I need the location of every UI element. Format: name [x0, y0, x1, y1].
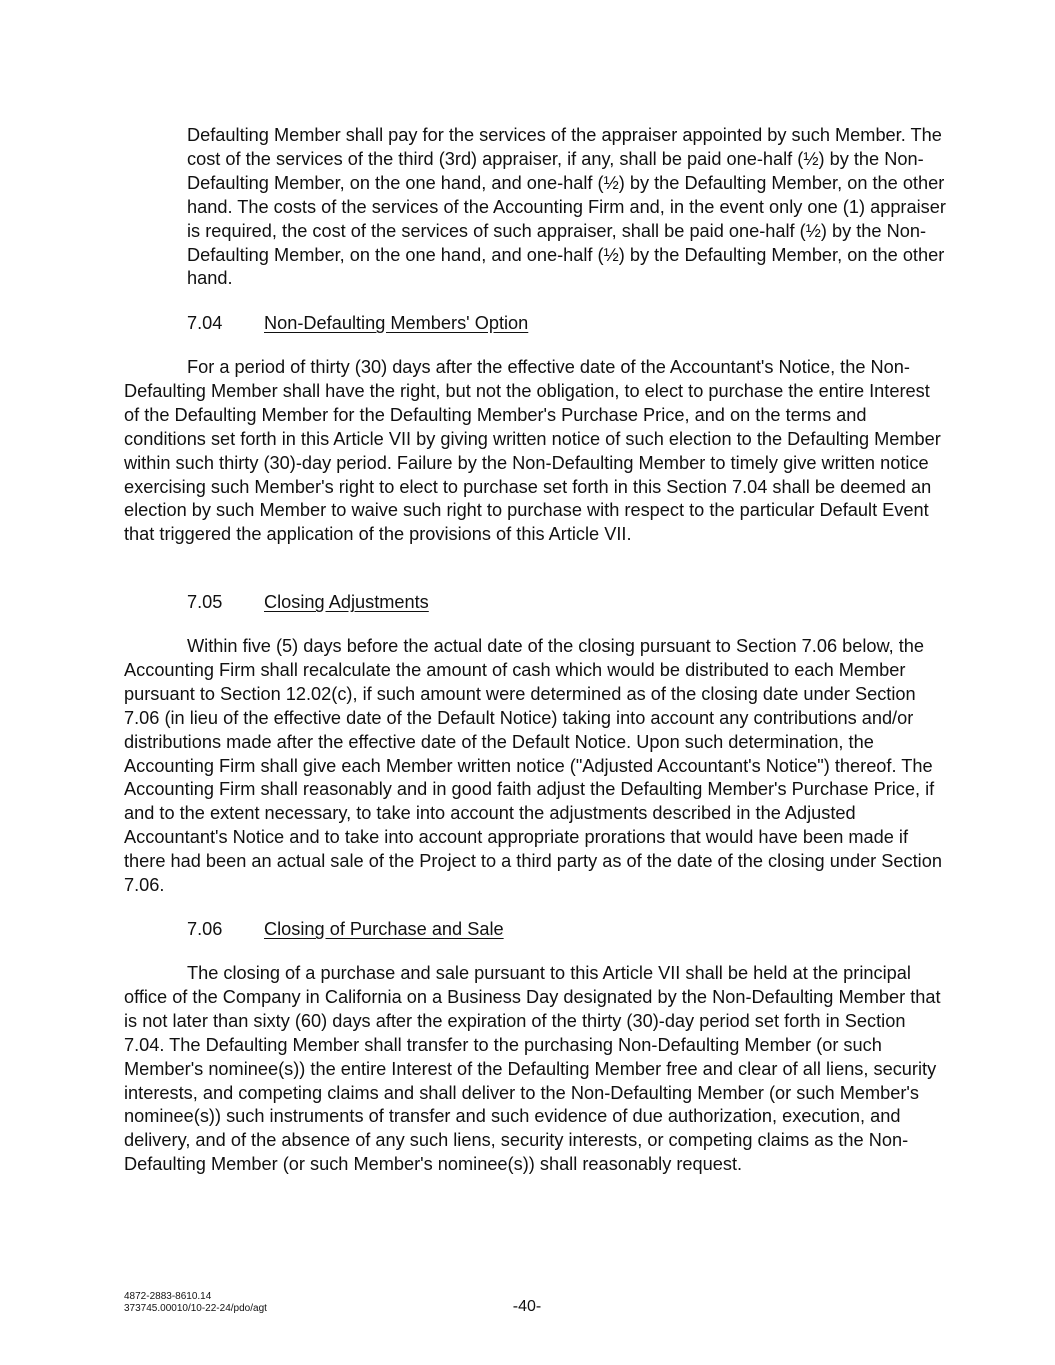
section-heading-7-06 — [187, 918, 504, 942]
section-title: Closing Adjustments — [264, 592, 429, 612]
footer-document-id — [124, 1291, 267, 1315]
section-title: Closing of Purchase and Sale — [264, 919, 504, 939]
section-paragraph-7-04: For a period of thirty (30) days after the effective date of the Accountant's Notice, the Non-Defaulting Member shall have the right, but not the obligation, to elect to purchase the entire Interest of the Defaulting Member for the Defaulting Member's Purchase Price, and on the terms and conditions set forth in this Article VII by giving written notice of such election to the Defaulting Member within such thirty (30)-day period. Failure by the Non-Defaulting Member to timely give written notice exercising such Member's right to elect to purchase set forth in this Section 7.04 shall be deemed an election by such Member to waive such right to purchase with respect to the particular Default Event that triggered the application of the provisions of this Article VII. — [124, 357, 941, 545]
footer-doc-id-line2: 373745.00010/10-22-24/pdo/agt — [124, 1303, 267, 1314]
section-number: 7.04 — [187, 313, 223, 333]
section-paragraph-7-05: Within five (5) days before the actual date of the closing pursuant to Section 7.06 below, the Accounting Firm shall recalculate the amount of cash which would be distributed to each Member pursuant to Section 12.02(c), if such amount were determined as of the closing date under Section 7.06 (in lieu of the effective date of the Default Notice) taking into account any contributions and/or distributions made after the effective date of the Default Notice. Upon such determination, the Accounting Firm shall give each Member written notice ("Adjusted Accountant's Notice") thereof. The Accounting Firm shall reasonably and in good faith adjust the Defaulting Member's Purchase Price, if and to the extent necessary, to take into account the adjustments described in the Adjusted Accountant's Notice and to take into account appropriate prorations that would have been made if there had been an actual sale of the Project to a third party as of the date of the closing under Section 7.06. — [124, 636, 942, 896]
section-paragraph-7-06: The closing of a purchase and sale pursuant to this Article VII shall be held at the principal office of the Company in California on a Business Day designated by the Non-Defaulting Member that is not later than sixty (60) days after the expiration of the thirty (30)-day period set forth in Section 7.04. The Defaulting Member shall transfer to the purchasing Non-Defaulting Member (or such Member's nominee(s)) the entire Interest of the Defaulting Member free and clear of all liens, security interests, and competing claims and shall deliver to the Non-Defaulting Member (or such Member's nominee(s)) such instruments of transfer and such evidence of due authorization, execution, and delivery, and of the absence of any such liens, security interests, or competing claims as the Non-Defaulting Member (or such Member's nominee(s)) shall reasonably request. — [124, 963, 941, 1175]
continued-paragraph: Defaulting Member shall pay for the services of the appraiser appointed by such Member. The cost of the services of the third (3rd) appraiser, if any, shall be paid one-half (½) by the Non-Defaulting Member, on the one hand, and one-half (½) by the Defaulting Member, on the other hand. The costs of the services of the Accounting Firm and, in the event only one (1) appraiser is required, the cost of the services of such appraiser, shall be paid one-half (½) by the Non-Defaulting Member, on the one hand, and one-half (½) by the Defaulting Member, on the other hand. — [187, 125, 946, 289]
footer-doc-id-line1: 4872-2883-8610.14 — [124, 1291, 212, 1302]
section-heading-7-05 — [187, 591, 429, 615]
page-number: -40- — [512, 1298, 542, 1315]
section-heading-7-04 — [187, 312, 528, 336]
section-number: 7.05 — [187, 592, 223, 612]
section-title: Non-Defaulting Members' Option — [264, 313, 529, 333]
section-number: 7.06 — [187, 919, 223, 939]
